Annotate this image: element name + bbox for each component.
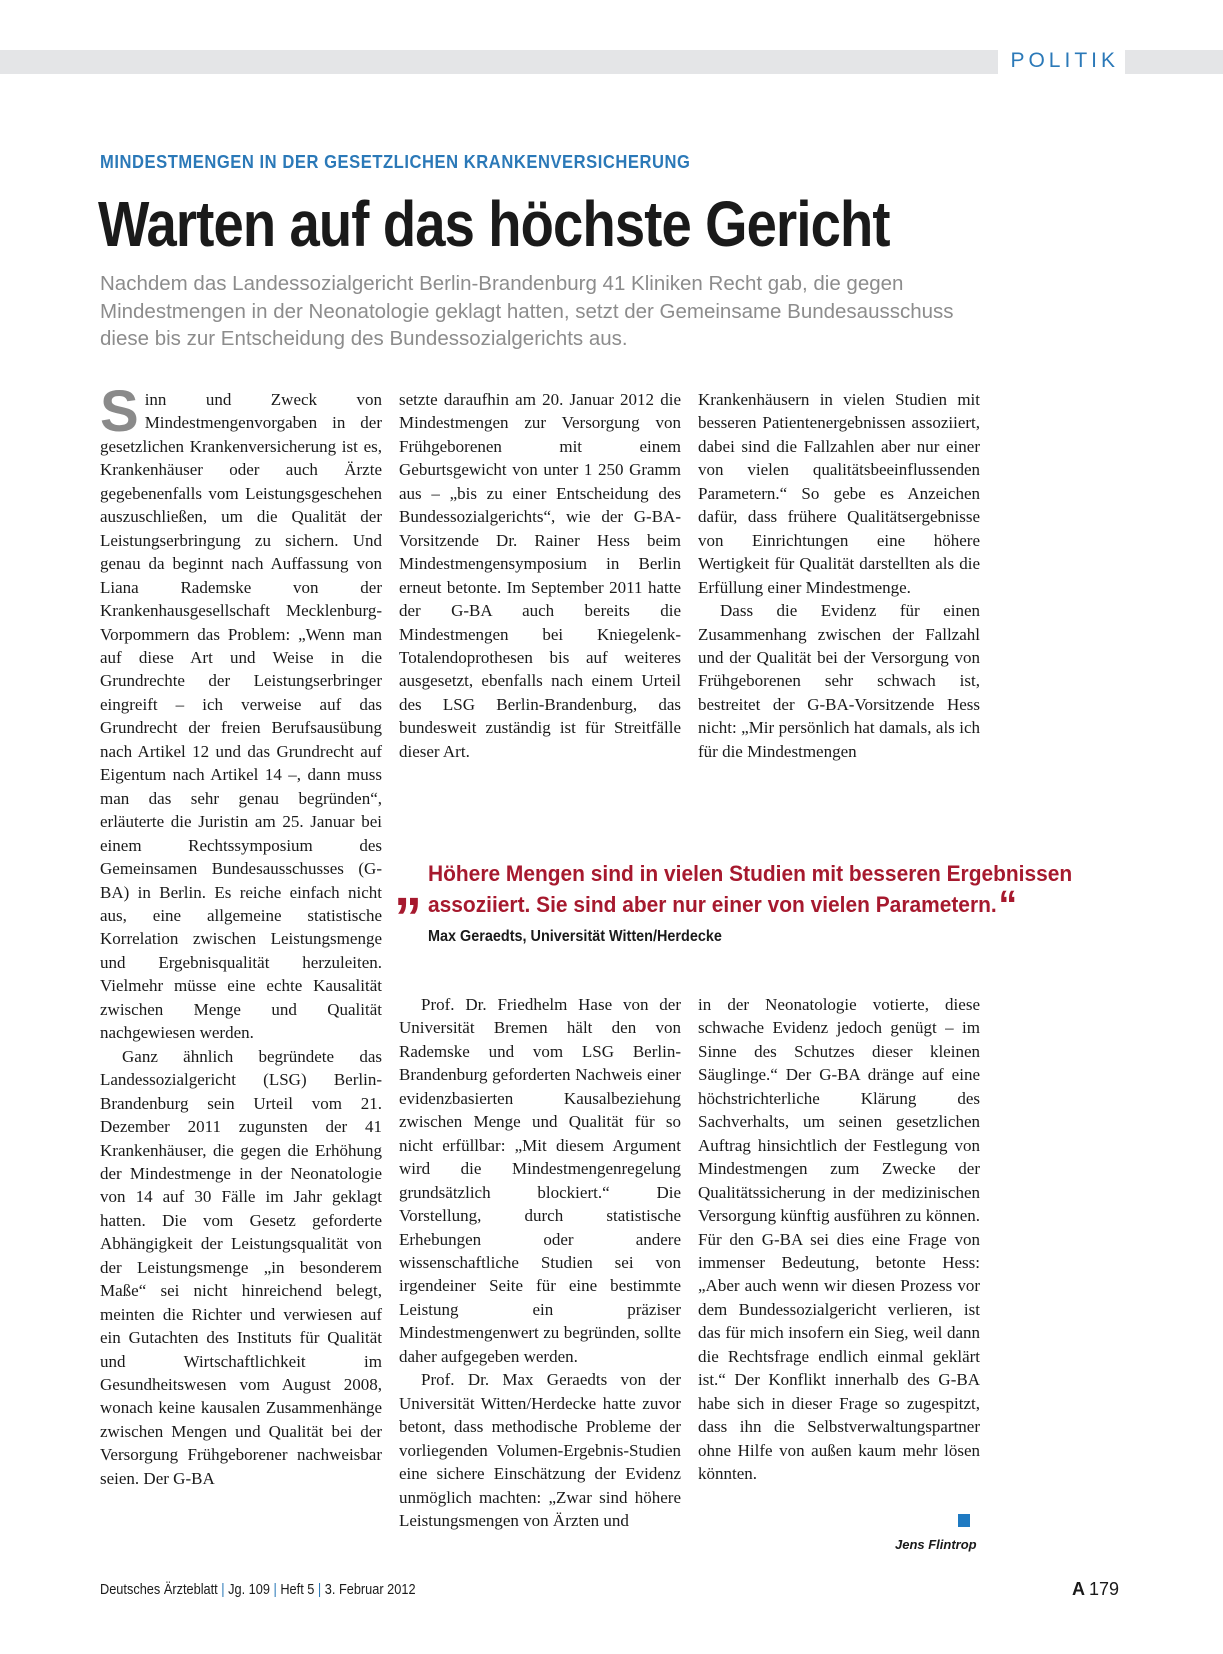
column-2-top xyxy=(399,388,681,763)
paragraph: Prof. Dr. Friedhelm Hase von der Universität Bremen hält den von Rademske und vom LSG Berlin-Brandenburg geforderten Nachweis einer evidenzbasierten Kausalbeziehung zwischen Menge und Qualität für so nicht erfüllbar: „Mit diesem Argument wird die Mindestmengenregelung grundsätzlich blockiert.“ Die Vorstellung, durch statistische Erhebungen oder andere wissenschaftliche Studien sei von irgendeiner Seite für eine bestimmte Leistung ein präziser Mindestmengenwert zu begründen, sollte daher aufgegeben werden. xyxy=(399,995,681,1366)
drop-cap: S xyxy=(100,379,139,444)
page-number xyxy=(1072,1579,1119,1600)
article-kicker: MINDESTMENGEN IN DER GESETZLICHEN KRANKENVERSICHERUNG xyxy=(100,152,691,172)
volume: Jg. 109 xyxy=(228,1582,270,1598)
column-1 xyxy=(100,379,382,1490)
article-lead: Nachdem das Landessozialgericht Berlin-Brandenburg 41 Kliniken Recht gab, die gegen Mindestmengen in der Neonatologie geklagt hatten, setzt der Gemeinsame Bundesausschuss diese bis zur Entscheidung des Bundessozialgerichts aus. xyxy=(100,272,954,350)
paragraph: Krankenhäusern in vielen Studien mit besseren Patientenergebnissen assoziiert, dabei sind die Fallzahlen aber nur einer von vielen qualitätsbeeinflussenden Parametern.“ So gebe es Anzeichen dafür, dass frühere Qualitätsergebnisse von Einrichtungen eine höhere Wertigkeit für Qualität darstellten als die Erfüllung einer Mindestmenge. xyxy=(698,390,980,597)
section-label: POLITIK xyxy=(998,47,1125,75)
column-3-top xyxy=(698,388,980,763)
issue-date: 3. Februar 2012 xyxy=(324,1582,416,1598)
page-number-value: 179 xyxy=(1088,1579,1119,1599)
pull-quote-author: Max Geraedts, Universität Witten/Herdecke xyxy=(428,928,722,945)
issue: Heft 5 xyxy=(280,1582,315,1598)
article-author: Jens Flintrop xyxy=(895,1537,977,1552)
journal-name: Deutsches Ärzteblatt xyxy=(100,1582,218,1598)
paragraph: Dass die Evidenz für einen Zusammenhang zwischen der Fallzahl und der Qualität bei der Versorgung von Frühgeborenen sehr schwach ist, bestreitet der G-BA-Vorsitzende Hess nicht: „Mir persönlich hat damals, als ich für die Mindestmengen xyxy=(698,601,980,761)
end-mark-icon xyxy=(958,1514,970,1527)
pull-quote-text: Höhere Mengen sind in vielen Studien mit besseren Ergebnissen assoziiert. Sie sind aber nur einer von vielen Parametern. xyxy=(428,861,1073,917)
page-prefix: A xyxy=(1071,1579,1085,1599)
footer-citation: Deutsches Ärzteblatt | Jg. 109 | Heft 5 | 3. Februar 2012 xyxy=(100,1582,416,1598)
column-3-bottom xyxy=(698,993,980,1486)
paragraph: in der Neonatologie votierte, diese schwache Evidenz jedoch genügt – im Sinne des Schutzes dieser kleinen Säuglinge.“ Der G-BA dränge auf eine höchstrichterliche Klärung des Sachverhalts, um seinen gesetzlichen Auftrag hinsichtlich der Festlegung von Mindestmengen zum Zwecke der Qualitätssicherung in der medizinischen Versorgung künftig ausführen zu können. Für den G-BA sei dies eine Frage von immenser Bedeutung, betonte Hess: „Aber auch wenn wir diesen Prozess vor dem Bundessozialgericht verlieren, ist das für mich insofern ein Sieg, weil dann die Rechtsfrage endlich einmal geklärt ist.“ Der Konflikt innerhalb des G-BA habe sich in dieser Frage so zugespitzt, dass ihn die Selbstverwaltungspartner ohne Hilfe von außen kaum mehr lösen könnten. xyxy=(698,995,980,1484)
paragraph: inn und Zweck von Mindestmengenvorgaben in der gesetzlichen Krankenversicherung ist es, Krankenhäuser oder auch Ärzte gegebenenfalls vom Leistungsgeschehen auszuschließen, um die Qualität der Leistungserbringung zu sichern. Und genau da beginnt nach Auffassung von Liana Rademske von der Krankenhausgesellschaft Mecklenburg-Vorpommern das Problem: „Wenn man auf diese Art und Weise in die Grundrechte der Leistungserbringer eingreift – ich verweise auf das Grundrecht der freien Berufsausübung nach Artikel 12 und das Grundrecht auf Eigentum nach Artikel 14 –, dann muss man das sehr genau begründen“, erläuterte die Juristin am 25. Januar bei einem Rechtssymposium des Gemeinsamen Bundesausschusses (G-BA) in Berlin. Es reiche einfach nicht aus, eine allgemeine statistische Korrelation zwischen Leistungsmenge und Ergebnisqualität herzuleiten. Vielmehr müsse eine echte Kausalität zwischen Menge und Qualität nachgewiesen werden. xyxy=(100,390,382,1043)
paragraph: Ganz ähnlich begründete das Landessozialgericht (LSG) Berlin-Brandenburg sein Urteil vom 21. Dezember 2011 zugunsten der 41 Krankenhäuser, die gegen die Erhöhung der Mindestmenge in der Neonatologie von 14 auf 30 Fälle im Jahr geklagt hatten. Die vom Gesetz geforderte Abhängigkeit der Leistungsqualität von der Leistungsmenge „in besonderem Maße“ sei nicht hinreichend belegt, meinten die Richter und verwiesen auf ein Gutachten des Instituts für Qualität und Wirtschaftlichkeit im Gesundheitswesen vom August 2008, wonach keine kausalen Zusammenhänge zwischen Mengen und Qualität bei der Versorgung Frühgeborener nachweisbar seien. Der G-BA xyxy=(100,1046,382,1488)
quote-open-mark: „ xyxy=(394,854,422,917)
quote-close-mark: “ xyxy=(998,883,1018,927)
column-2-bottom xyxy=(399,993,681,1532)
article-title: Warten auf das höchste Gericht xyxy=(98,188,890,260)
paragraph: setzte daraufhin am 20. Januar 2012 die Mindestmengen zur Versorgung von Frühgeborenen mit einem Geburtsgewicht von unter 1 250 Gramm aus – „bis zu einer Entscheidung des Bundessozialgerichts“, wie der G-BA-Vorsitzende Dr. Rainer Hess beim Mindestmengensymposium in Berlin erneut betonte. Im September 2011 hatte der G-BA auch bereits die Mindestmengen bei Kniegelenk-Totalendoprothesen bis auf weiteres ausgesetzt, ebenfalls nach einem Urteil des LSG Berlin-Brandenburg, das bundesweit zuständig ist für Streitfälle dieser Art. xyxy=(399,390,681,761)
pull-quote xyxy=(428,858,1135,927)
paragraph: Prof. Dr. Max Geraedts von der Universität Witten/Herdecke hatte zuvor betont, dass methodische Probleme der vorliegenden Volumen-Ergebnis-Studien eine sichere Einschätzung der Evidenz unmöglich machten: „Zwar sind höhere Leistungsmengen von Ärzten und xyxy=(399,1370,681,1530)
